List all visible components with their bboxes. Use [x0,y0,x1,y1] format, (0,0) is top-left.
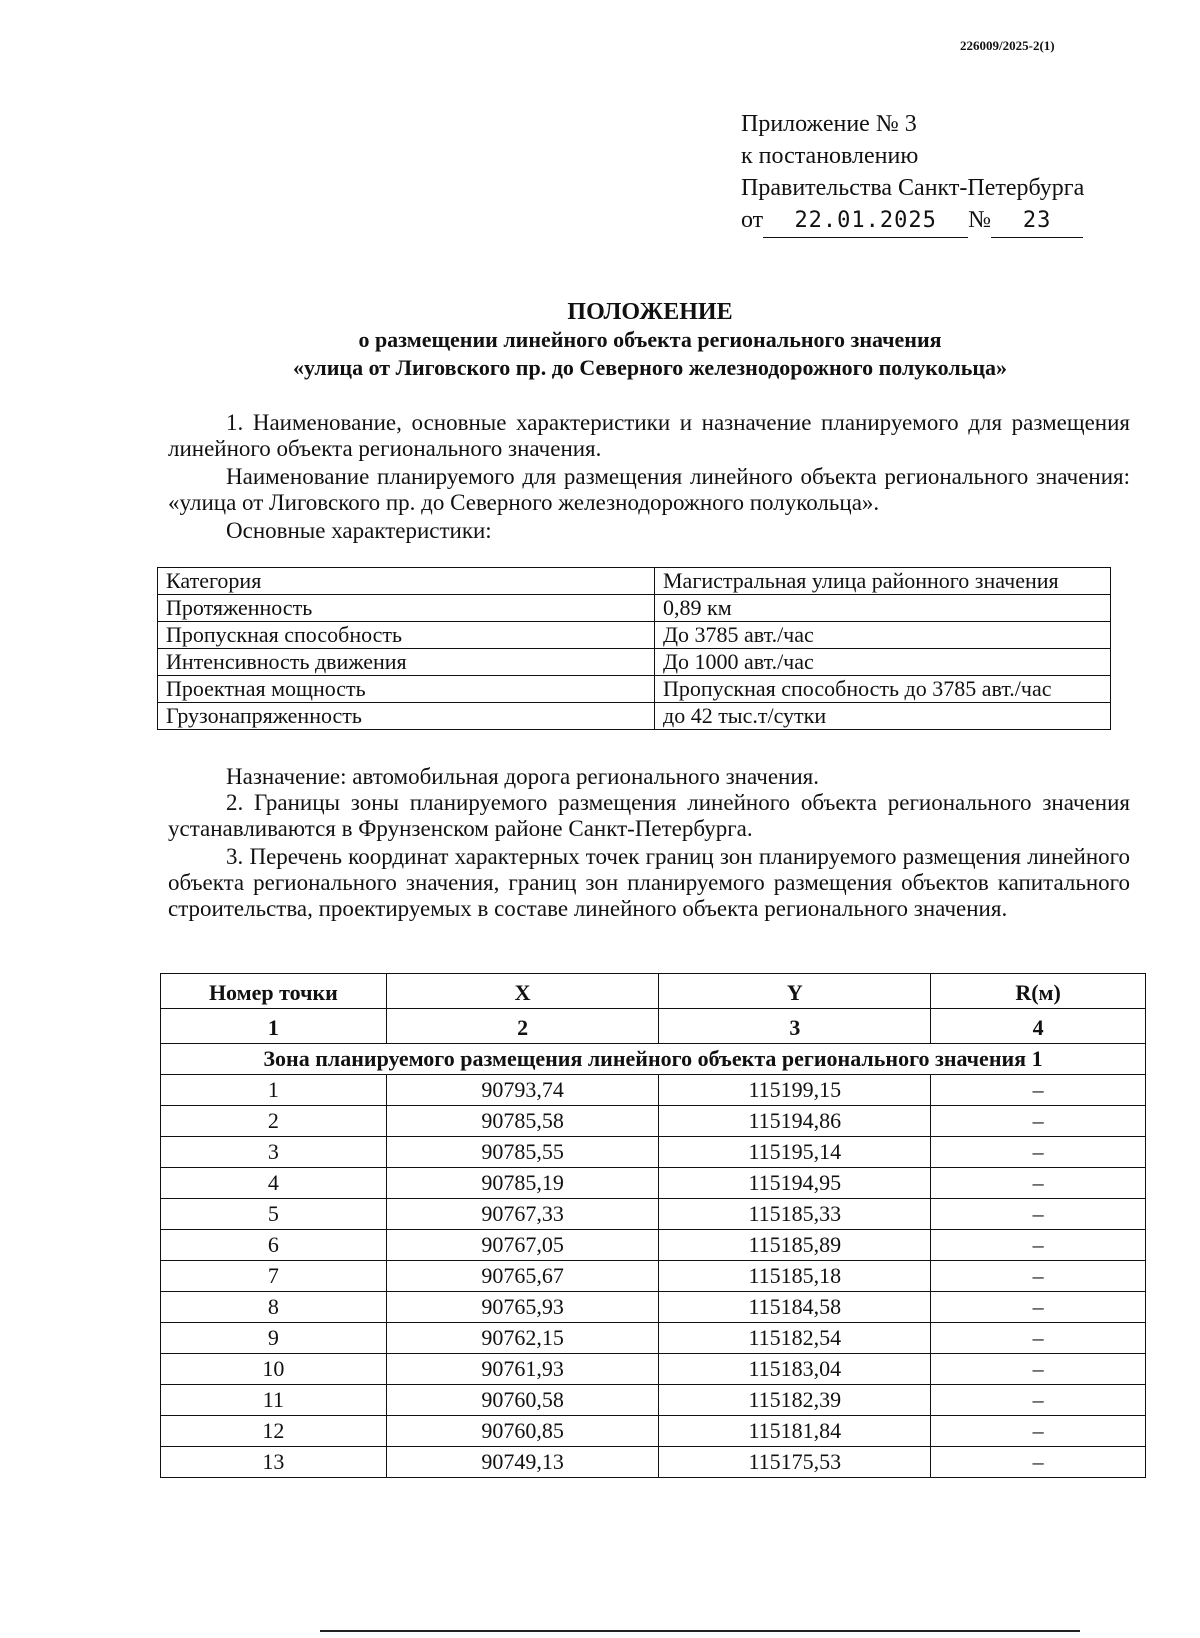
table-row [161,1106,1146,1137]
column-numbers-row [161,1009,1146,1044]
annex-line-3: Правительства Санкт-Петербурга [741,175,1085,201]
header-radius: R(м) [931,974,1146,1009]
document-number: 226009/2025-2(1) [960,38,1055,53]
radius-cell: – [931,1354,1146,1385]
column-number: 1 [161,1009,387,1044]
y-cell: 115194,95 [659,1168,931,1199]
y-cell: 115175,53 [659,1447,931,1478]
y-cell: 115199,15 [659,1075,931,1106]
decree-date: 22.01.2025 [763,205,968,238]
annex-line-1: Приложение № 3 [741,111,917,137]
number-prefix: № [968,207,992,233]
y-cell: 115195,14 [659,1137,931,1168]
annex-line-2: к постановлению [741,143,919,169]
characteristic-name: Протяженность [158,595,655,622]
table-row [161,1323,1146,1354]
section-1-characteristics-label: Основные характеристики: [226,518,492,543]
point-number-cell: 8 [161,1292,387,1323]
table-row [158,703,1111,730]
y-cell: 115182,39 [659,1385,931,1416]
point-number-cell: 12 [161,1416,387,1447]
y-cell: 115184,58 [659,1292,931,1323]
x-cell: 90760,58 [386,1385,659,1416]
header-x: X [386,974,659,1009]
characteristic-name: Пропускная способность [158,622,655,649]
radius-cell: – [931,1106,1146,1137]
characteristic-name: Категория [158,568,655,595]
x-cell: 90767,33 [386,1199,659,1230]
x-cell: 90765,93 [386,1292,659,1323]
characteristic-value: до 42 тыс.т/сутки [655,703,1111,730]
characteristic-name: Интенсивность движения [158,649,655,676]
point-number-cell: 1 [161,1075,387,1106]
table-row [161,1385,1146,1416]
radius-cell: – [931,1075,1146,1106]
table-row [161,1230,1146,1261]
table-row [161,1137,1146,1168]
radius-cell: – [931,1385,1146,1416]
radius-cell: – [931,1323,1146,1354]
radius-cell: – [931,1416,1146,1447]
radius-cell: – [931,1292,1146,1323]
y-cell: 115182,54 [659,1323,931,1354]
x-cell: 90767,05 [386,1230,659,1261]
y-cell: 115194,86 [659,1106,931,1137]
table-row [161,1261,1146,1292]
table-row [161,1075,1146,1106]
x-cell: 90785,58 [386,1106,659,1137]
purpose-text: Назначение: автомобильная дорога регионального значения. [226,764,819,789]
x-cell: 90761,93 [386,1354,659,1385]
radius-cell: – [931,1168,1146,1199]
section-2-text: 2. Границы зоны планируемого размещения линейного объекта регионального значения устанавливаются в Фрунзенском районе Санкт-Петербурга. [168,790,1130,841]
y-cell: 115185,33 [659,1199,931,1230]
point-number-cell: 6 [161,1230,387,1261]
x-cell: 90793,74 [386,1075,659,1106]
characteristic-value: 0,89 км [655,595,1111,622]
section-1-name: Наименование планируемого для размещения линейного объекта регионального значения: «улица от Лиговского пр. до Северного железнодорожного полукольца». [168,464,1130,515]
characteristic-value: До 1000 авт./час [655,649,1111,676]
y-cell: 115185,18 [659,1261,931,1292]
table-row [161,1354,1146,1385]
table-row [161,1292,1146,1323]
table-row [158,595,1111,622]
zone-title-row [161,1044,1146,1075]
title-sub-2: «улица от Лиговского пр. до Северного железнодорожного полукольца» [292,355,1008,380]
y-cell: 115181,84 [659,1416,931,1447]
point-number-cell: 10 [161,1354,387,1385]
x-cell: 90749,13 [386,1447,659,1478]
characteristic-name: Проектная мощность [158,676,655,703]
section-3-text: 3. Перечень координат характерных точек границ зон планируемого размещения линейного объекта регионального значения, границ зон планируемого размещения объектов капитального строительства, проектируемых в составе линейного объекта регионального значения. [168,844,1130,921]
characteristic-value: Магистральная улица районного значения [655,568,1111,595]
point-number-cell: 11 [161,1385,387,1416]
table-row [158,676,1111,703]
point-number-cell: 5 [161,1199,387,1230]
decree-number: 23 [991,205,1083,238]
table-row [161,1199,1146,1230]
x-cell: 90760,85 [386,1416,659,1447]
characteristics-table [157,567,1111,730]
coordinates-table [160,973,1146,1478]
point-number-cell: 13 [161,1447,387,1478]
x-cell: 90762,15 [386,1323,659,1354]
document-title [160,298,1140,382]
title-main: ПОЛОЖЕНИЕ [567,299,733,325]
annex-date-line [741,204,1101,238]
table-row [161,1168,1146,1199]
zone-title: Зона планируемого размещения линейного объекта регионального значения 1 [161,1044,1146,1075]
table-row [158,649,1111,676]
header-y: Y [659,974,931,1009]
characteristic-value: До 3785 авт./час [655,622,1111,649]
table-header-row [161,974,1146,1009]
characteristic-name: Грузонапряженность [158,703,655,730]
point-number-cell: 2 [161,1106,387,1137]
y-cell: 115183,04 [659,1354,931,1385]
annex-block [741,108,1101,238]
point-number-cell: 9 [161,1323,387,1354]
x-cell: 90785,55 [386,1137,659,1168]
point-number-cell: 3 [161,1137,387,1168]
point-number-cell: 4 [161,1168,387,1199]
table-row [158,568,1111,595]
title-sub-1: о размещении линейного объекта регионального значения [358,327,942,352]
x-cell: 90785,19 [386,1168,659,1199]
radius-cell: – [931,1261,1146,1292]
table-row [161,1416,1146,1447]
column-number: 4 [931,1009,1146,1044]
radius-cell: – [931,1230,1146,1261]
radius-cell: – [931,1447,1146,1478]
characteristic-value: Пропускная способность до 3785 авт./час [655,676,1111,703]
point-number-cell: 7 [161,1261,387,1292]
y-cell: 115185,89 [659,1230,931,1261]
section-1-heading: 1. Наименование, основные характеристики и назначение планируемого для размещения линейного объекта регионального значения. [168,410,1130,461]
date-prefix: от [741,207,764,233]
header-point-number: Номер точки [161,974,387,1009]
page-bottom-rule [320,1630,1080,1632]
column-number: 2 [386,1009,659,1044]
table-row [161,1447,1146,1478]
radius-cell: – [931,1199,1146,1230]
radius-cell: – [931,1137,1146,1168]
column-number: 3 [659,1009,931,1044]
x-cell: 90765,67 [386,1261,659,1292]
table-row [158,622,1111,649]
coordinates-body [161,1075,1146,1478]
